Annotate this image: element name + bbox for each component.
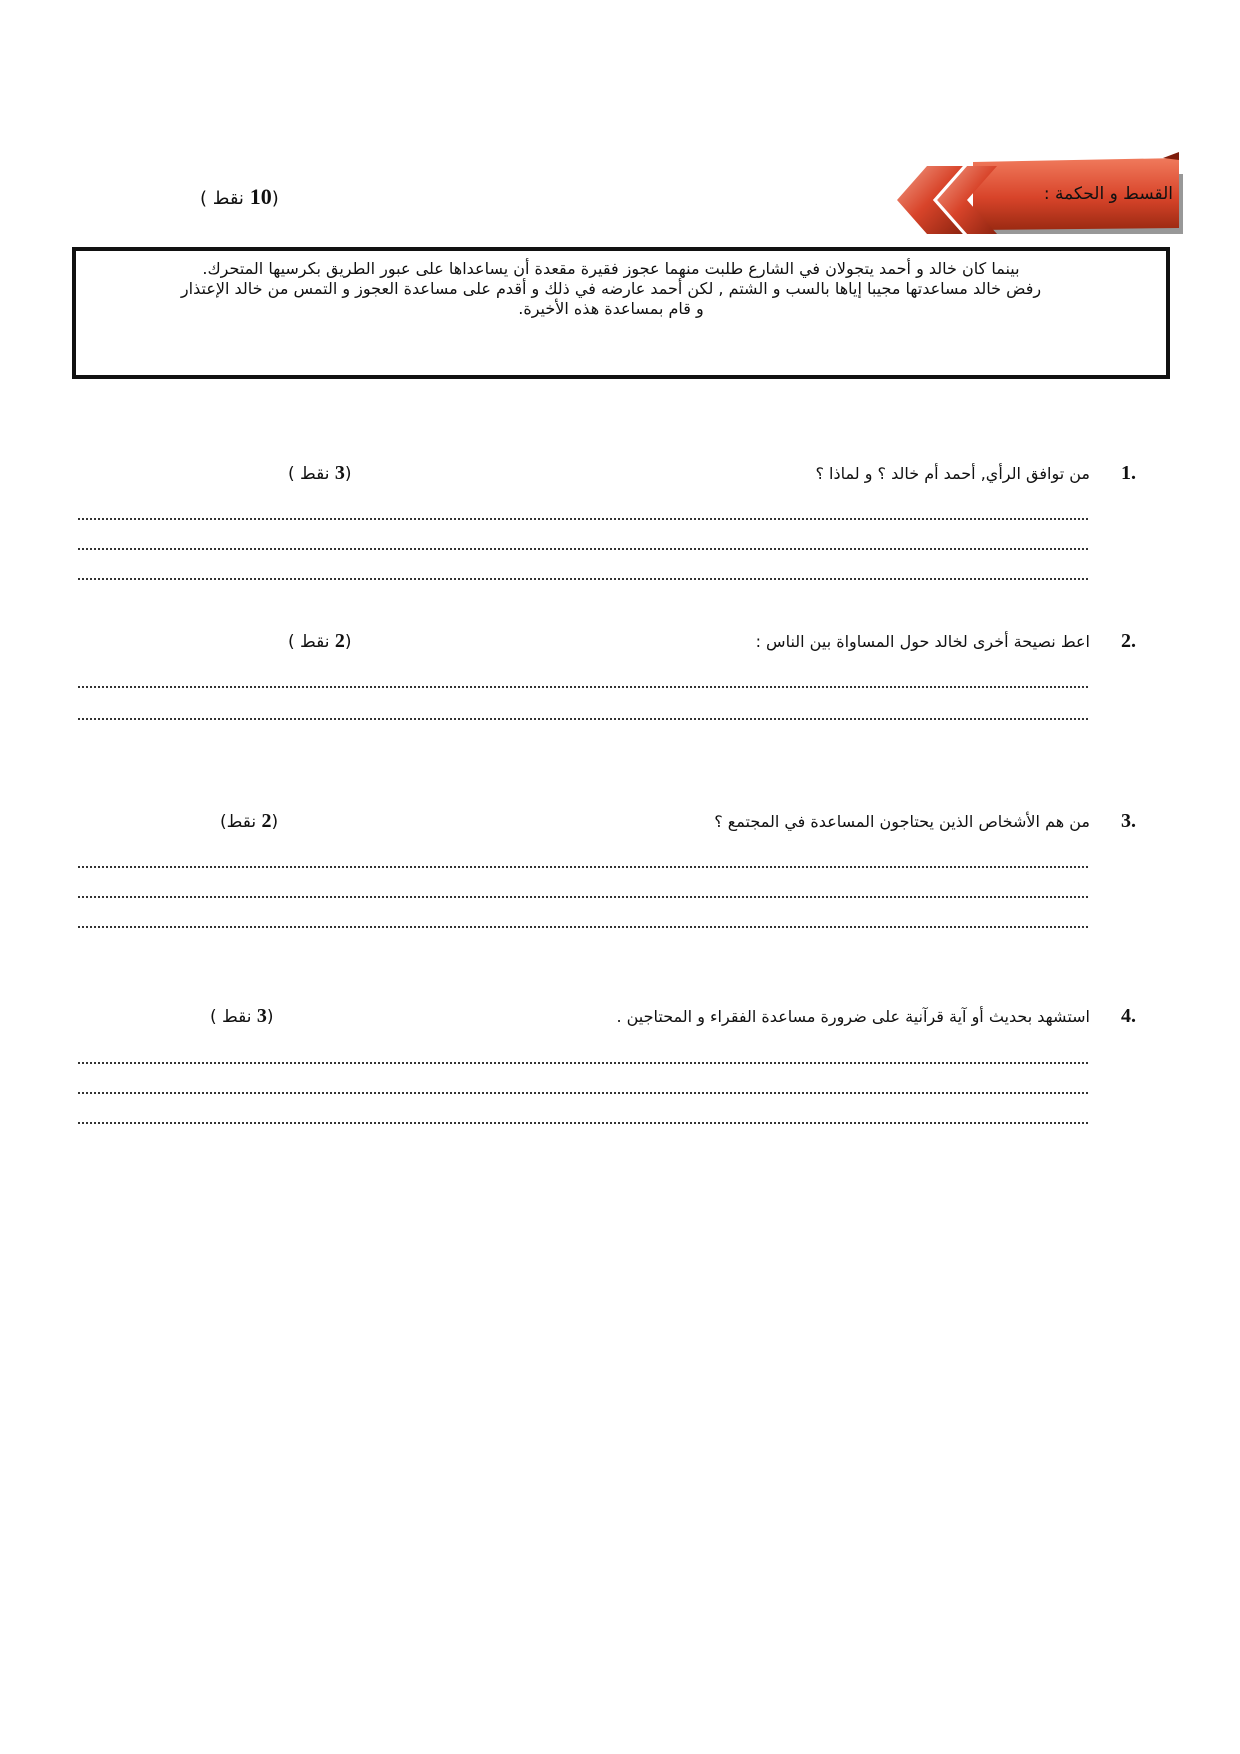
question-points xyxy=(288,462,352,485)
answer-line[interactable] xyxy=(78,718,1088,720)
question-number: 4. xyxy=(1121,1005,1136,1027)
question-text: اعط نصيحة أخرى لخالد حول المساواة بين الناس : xyxy=(755,632,1090,651)
question-number: 2. xyxy=(1121,630,1136,652)
question-number: 1. xyxy=(1121,462,1136,484)
points-unit: نقط) xyxy=(220,812,257,832)
question-text: من توافق الرأي, أحمد أم خالد ؟ و لماذا ؟ xyxy=(815,464,1090,483)
question-text: استشهد بحديث أو آية قرآنية على ضرورة مساعدة الفقراء و المحتاجين . xyxy=(616,1007,1090,1026)
story-line: بينما كان خالد و أحمد يتجولان في الشارع طلبت منهما عجوز فقيرة مقعدة أن يساعداها على عبور الطريق بكرسيها المتحرك. xyxy=(202,259,1020,278)
answer-line[interactable] xyxy=(78,896,1088,898)
answer-line[interactable] xyxy=(78,1092,1088,1094)
points-open: ( xyxy=(266,1007,274,1027)
points-unit: نقط ) xyxy=(288,632,330,652)
question-4 xyxy=(70,1005,1170,1035)
points-open: ( xyxy=(344,464,352,484)
points-open: ( xyxy=(344,632,352,652)
story-line: و قام بمساعدة هذه الأخيرة. xyxy=(518,299,704,318)
question-2 xyxy=(70,630,1170,660)
answer-line[interactable] xyxy=(78,1122,1088,1124)
answer-line[interactable] xyxy=(78,518,1088,520)
points-number: 3 xyxy=(256,1005,267,1027)
total-points-number: 10 xyxy=(249,184,272,209)
points-open: ( xyxy=(271,812,279,832)
answer-line[interactable] xyxy=(78,866,1088,868)
story-text xyxy=(136,259,1086,319)
question-1 xyxy=(70,462,1170,492)
answer-line[interactable] xyxy=(78,548,1088,550)
section-banner xyxy=(893,152,1185,246)
story-box xyxy=(72,247,1170,379)
total-points-unit: نقط ) xyxy=(200,188,244,209)
question-points xyxy=(288,630,352,653)
points-number: 2 xyxy=(261,810,272,832)
question-3 xyxy=(70,810,1170,840)
points-number: 2 xyxy=(334,630,345,652)
answer-line[interactable] xyxy=(78,686,1088,688)
total-points-open: ( xyxy=(271,188,279,209)
section-title: القسط و الحكمة : xyxy=(1043,184,1173,204)
answer-line[interactable] xyxy=(78,926,1088,928)
question-points xyxy=(210,1005,274,1028)
points-unit: نقط ) xyxy=(210,1007,252,1027)
points-number: 3 xyxy=(334,462,345,484)
points-unit: نقط ) xyxy=(288,464,330,484)
answer-line[interactable] xyxy=(78,1062,1088,1064)
answer-line[interactable] xyxy=(78,578,1088,580)
question-text: من هم الأشخاص الذين يحتاجون المساعدة في المجتمع ؟ xyxy=(714,812,1090,831)
story-line: رفض خالد مساعدتها مجيبا إياها بالسب و الشتم , لكن أحمد عارضه في ذلك و أقدم على مساعدة العجوز و التمس من خالد الإعتذار xyxy=(180,279,1042,298)
question-points xyxy=(220,810,278,833)
question-number: 3. xyxy=(1121,810,1136,832)
total-points xyxy=(200,184,279,210)
